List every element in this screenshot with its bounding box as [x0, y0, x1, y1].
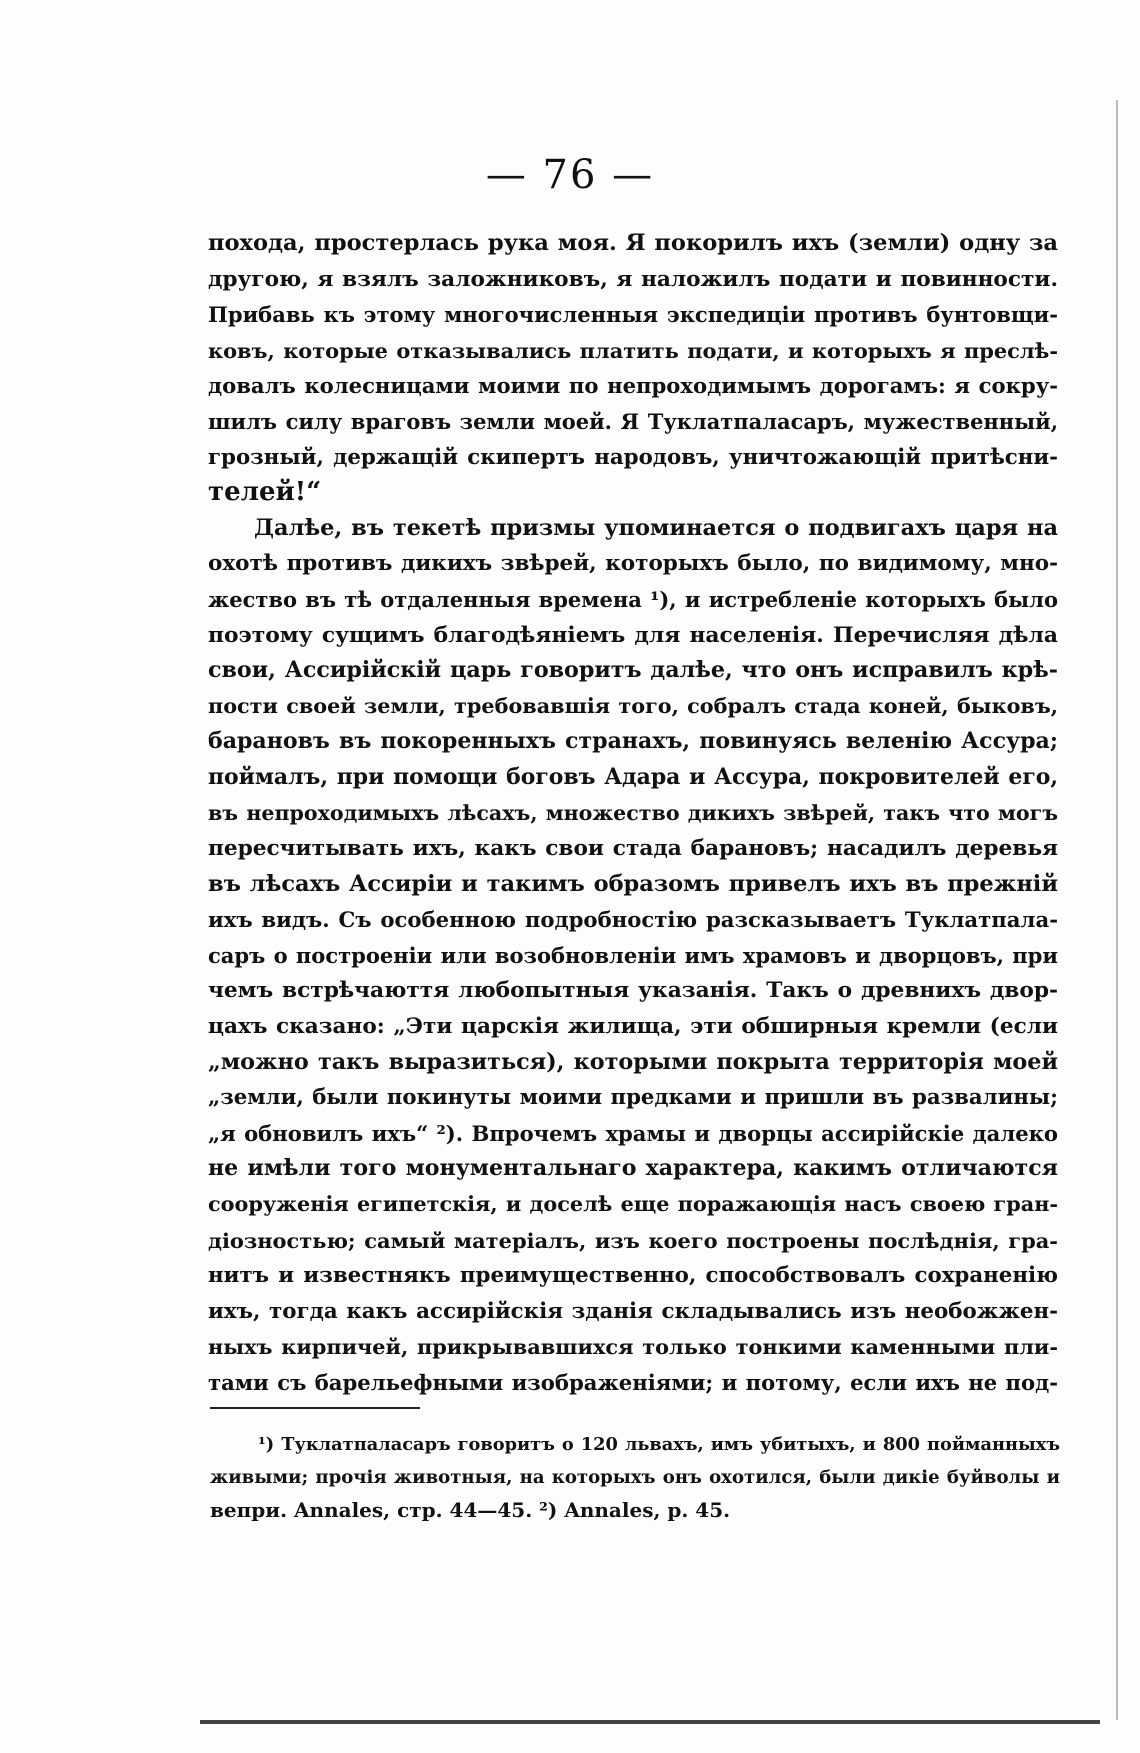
text-line: въ непроходимыхъ лѣсахъ, множество дикихъ звѣрей, такъ что могъ [208, 800, 1058, 825]
text-line: ихъ видъ. Съ особенною подробностію разсказываетъ Туклатпала- [208, 907, 1058, 933]
text-line: „я обновилъ ихъ“ ²). Впрочемъ храмы и дворцы ассирійскіе далеко [208, 1120, 1058, 1146]
text-line: другою, я взялъ заложниковъ, я наложилъ подати и повинности. [208, 266, 1058, 292]
text-line: діозностью; самый матеріалъ, изъ коего построены послѣднія, гра- [208, 1227, 1058, 1253]
text-line: ихъ, тогда какъ ассирійскія зданія складывались изъ необожжен- [208, 1298, 1058, 1324]
footnote-line: вепри. Annales, стр. 44—45. ²) Annales, p. 45. [210, 1498, 731, 1522]
text-line: чемъ встрѣчаюття любопытныя указанія. Такъ о древнихъ двор- [208, 978, 1058, 1004]
text-line: цахъ сказано: „Эти царскія жилища, эти обширныя кремли (если [208, 1014, 1058, 1040]
text-line: въ лѣсахъ Ассиріи и такимъ образомъ привелъ ихъ въ прежній [208, 870, 1058, 897]
text-line: сооруженія египетскія, и доселѣ еще поражающія насъ своею гран- [208, 1192, 1058, 1217]
text-line: не имѣли того монументальнаго характера, какимъ отличаются [208, 1155, 1058, 1182]
text-line: поймалъ, при помощи боговъ Адара и Ассура, покровителей его, [208, 763, 1058, 790]
text-line: пости своей земли, требовавшія того, собралъ стада коней, быковъ, [208, 693, 1058, 718]
text-line: Прибавь къ этому многочисленныя экспедиціи противъ бунтовщи- [208, 302, 1058, 328]
text-line: саръ о построеніи или возобновленіи имъ храмовъ и дворцовъ, при [208, 942, 1058, 968]
text-line: жество въ тѣ отдаленныя времена ¹), и истребленіе которыхъ было [208, 586, 1058, 612]
text-line: шилъ силу враговъ земли моей. Я Туклатпаласаръ, мужественный, [208, 408, 1058, 434]
footnote-line: живыми; прочія животныя, на которыхъ онъ охотился, были дикіе буйволы и [210, 1467, 1060, 1488]
text-line: Далѣе, въ текетѣ призмы упоминается о подвигахъ царя на [254, 514, 1058, 541]
footnotes [210, 1428, 1060, 1527]
text-line: телей!“ [208, 477, 322, 508]
text-line: похода, простерлась рука моя. Я покорилъ ихъ (земли) одну за [208, 230, 1058, 256]
text-line: довалъ колесницами моими по непроходимымъ дорогамъ: я сокру- [208, 373, 1058, 399]
text-line: пересчитывать ихъ, какъ свои стада барановъ; насадилъ деревья [208, 836, 1058, 862]
main-text [208, 226, 1058, 1401]
text-line: тами съ барельефными изображеніями; и потому, если ихъ не под- [208, 1370, 1058, 1395]
text-line: охотѣ противъ дикихъ звѣрей, которыхъ было, по видимому, мно- [208, 551, 1058, 577]
text-line: поэтому сущимъ благодѣяніемъ для населенія. Перечисляя дѣла [208, 622, 1058, 648]
footnote-line: ¹) Туклатпаласаръ говоритъ о 120 львахъ, имъ убитыхъ, и 800 пойманныхъ [258, 1434, 1060, 1455]
text-line: барановъ въ покоренныхъ странахъ, повинуясь веленію Ассура; [208, 728, 1058, 755]
text-line: грозный, держащій скипертъ народовъ, уничтожающій притѣсни- [208, 444, 1058, 470]
text-line: свои, Ассирійскій царь говоритъ далѣе, что онъ исправилъ крѣ- [208, 657, 1058, 684]
page-number: — 76 — [485, 152, 655, 198]
page-bottom-edge [200, 1720, 1100, 1724]
footnote-divider [210, 1407, 420, 1409]
text-line: „можно такъ выразиться), которыми покрыта территорія моей [208, 1048, 1058, 1075]
text-line: ныхъ кирпичей, прикрывавшихся только тонкими каменными пли- [208, 1334, 1058, 1360]
text-line: „земли, были покинуты моими предками и пришли въ развалины; [208, 1085, 1058, 1111]
page-edge-shadow [1116, 100, 1118, 1720]
text-line: нитъ и известнякъ преимущественно, способствовалъ сохраненію [208, 1263, 1058, 1289]
text-line: ковъ, которые отказывались платить подати, и которыхъ я преслѣ- [208, 337, 1058, 363]
